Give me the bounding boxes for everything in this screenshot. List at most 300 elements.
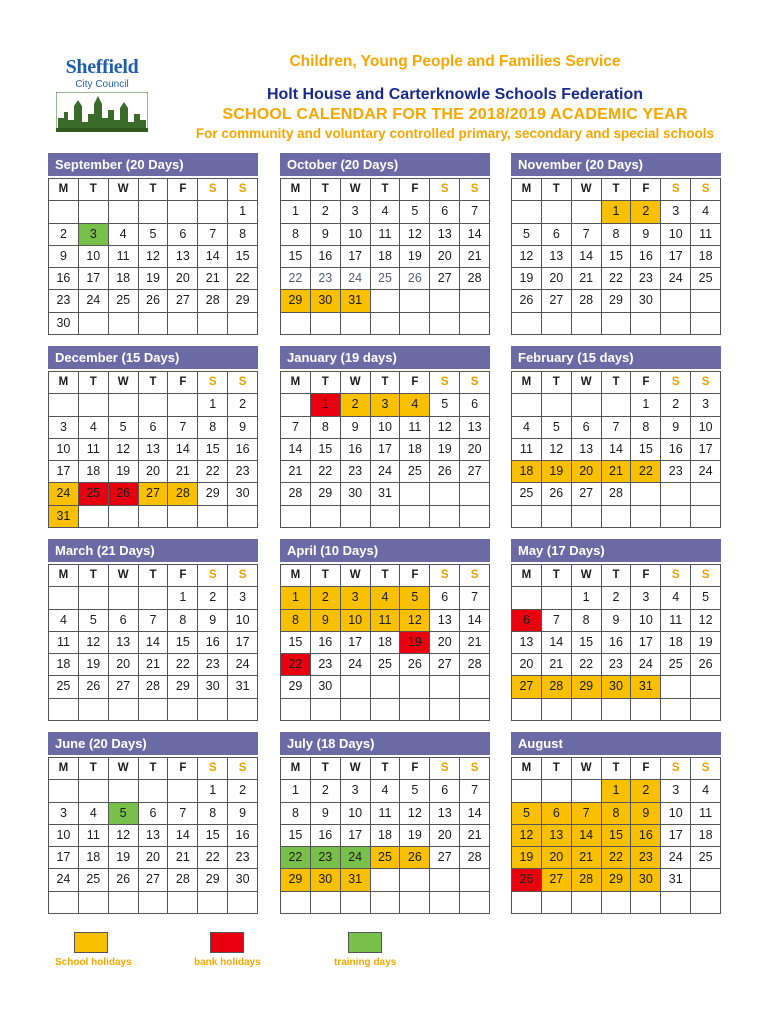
weekday-label: S xyxy=(460,179,490,201)
day-cell: 11 xyxy=(512,439,542,461)
empty-day-cell xyxy=(460,699,490,721)
weekday-label: M xyxy=(512,372,542,394)
day-cell: 20 xyxy=(512,654,542,676)
day-cell: 13 xyxy=(168,246,198,268)
day-cell: 5 xyxy=(512,803,542,825)
empty-day-cell xyxy=(168,313,198,335)
day-cell: 10 xyxy=(661,803,691,825)
day-cell: 17 xyxy=(691,439,721,461)
weekday-label: S xyxy=(460,758,490,780)
day-cell: 17 xyxy=(371,439,401,461)
empty-day-cell xyxy=(400,313,430,335)
empty-day-cell xyxy=(430,313,460,335)
empty-day-cell xyxy=(572,201,602,223)
weekday-label: W xyxy=(572,372,602,394)
day-cell: 10 xyxy=(691,417,721,439)
week-row xyxy=(49,587,258,609)
day-cell: 5 xyxy=(79,610,109,632)
empty-day-cell xyxy=(281,699,311,721)
day-cell: 29 xyxy=(168,676,198,698)
week-row xyxy=(281,610,490,632)
day-cell: 14 xyxy=(602,439,632,461)
weekday-header-row xyxy=(49,758,258,780)
week-row xyxy=(281,483,490,505)
weekday-label: F xyxy=(631,372,661,394)
day-cell: 17 xyxy=(661,246,691,268)
day-cell: 1 xyxy=(602,201,632,223)
week-row xyxy=(49,290,258,312)
day-cell: 11 xyxy=(691,803,721,825)
day-cell: 25 xyxy=(109,290,139,312)
day-cell: 24 xyxy=(341,847,371,869)
month-grid xyxy=(511,757,721,914)
day-cell: 9 xyxy=(311,610,341,632)
weekday-header-row xyxy=(512,565,721,587)
day-cell: 12 xyxy=(400,610,430,632)
day-cell: 26 xyxy=(79,676,109,698)
empty-day-cell xyxy=(691,699,721,721)
day-cell: 29 xyxy=(602,290,632,312)
day-cell: 19 xyxy=(139,268,169,290)
week-row xyxy=(281,201,490,223)
day-cell: 25 xyxy=(79,869,109,891)
day-cell: 19 xyxy=(400,246,430,268)
day-cell: 4 xyxy=(371,780,401,802)
day-cell: 24 xyxy=(79,290,109,312)
day-cell: 2 xyxy=(311,201,341,223)
month-grid xyxy=(48,371,258,528)
day-cell: 5 xyxy=(430,394,460,416)
day-cell: 19 xyxy=(109,461,139,483)
week-row xyxy=(281,268,490,290)
day-cell: 21 xyxy=(460,825,490,847)
weekday-label: T xyxy=(79,179,109,201)
weekday-header-row xyxy=(281,179,490,201)
day-cell: 29 xyxy=(281,290,311,312)
month-calendar xyxy=(48,732,258,914)
day-cell: 12 xyxy=(512,246,542,268)
day-cell: 1 xyxy=(281,780,311,802)
day-cell: 18 xyxy=(79,847,109,869)
empty-day-cell xyxy=(430,290,460,312)
day-cell: 23 xyxy=(228,847,258,869)
empty-day-cell xyxy=(512,201,542,223)
empty-day-cell xyxy=(198,699,228,721)
day-cell: 15 xyxy=(602,246,632,268)
day-cell: 27 xyxy=(430,847,460,869)
empty-day-cell xyxy=(572,780,602,802)
day-cell: 30 xyxy=(341,483,371,505)
weekday-label: W xyxy=(109,372,139,394)
weekday-label: S xyxy=(228,565,258,587)
day-cell: 24 xyxy=(371,461,401,483)
day-cell: 11 xyxy=(79,439,109,461)
empty-day-cell xyxy=(661,483,691,505)
day-cell: 11 xyxy=(79,825,109,847)
day-cell: 19 xyxy=(542,461,572,483)
empty-day-cell xyxy=(631,699,661,721)
legend-label-bank-holidays: bank holidays xyxy=(194,957,261,968)
weekday-label: W xyxy=(109,179,139,201)
month-grid xyxy=(511,371,721,528)
empty-day-cell xyxy=(602,394,632,416)
empty-day-cell xyxy=(460,483,490,505)
day-cell: 23 xyxy=(311,268,341,290)
day-cell: 5 xyxy=(691,587,721,609)
day-cell: 23 xyxy=(341,461,371,483)
day-cell: 4 xyxy=(691,780,721,802)
day-cell: 2 xyxy=(228,780,258,802)
day-cell: 21 xyxy=(168,847,198,869)
weekday-label: T xyxy=(79,565,109,587)
weekday-header-row xyxy=(49,179,258,201)
weekday-label: F xyxy=(400,179,430,201)
empty-day-cell xyxy=(430,506,460,528)
empty-day-cell xyxy=(572,394,602,416)
day-cell: 2 xyxy=(341,394,371,416)
day-cell: 9 xyxy=(198,610,228,632)
day-cell: 6 xyxy=(168,224,198,246)
day-cell: 26 xyxy=(400,654,430,676)
day-cell: 6 xyxy=(430,587,460,609)
weekday-label: M xyxy=(49,372,79,394)
day-cell: 27 xyxy=(139,869,169,891)
day-cell: 1 xyxy=(281,587,311,609)
weekday-label: M xyxy=(49,565,79,587)
day-cell: 29 xyxy=(228,290,258,312)
day-cell: 31 xyxy=(228,676,258,698)
weekday-label: F xyxy=(400,565,430,587)
weekday-header-row xyxy=(49,372,258,394)
service-heading: Children, Young People and Families Service xyxy=(289,53,621,70)
empty-day-cell xyxy=(109,313,139,335)
day-cell: 16 xyxy=(311,246,341,268)
day-cell: 8 xyxy=(228,224,258,246)
empty-day-cell xyxy=(228,699,258,721)
day-cell: 13 xyxy=(430,224,460,246)
weekday-label: T xyxy=(602,372,632,394)
weekday-label: S xyxy=(430,565,460,587)
day-cell: 14 xyxy=(572,246,602,268)
day-cell: 19 xyxy=(400,632,430,654)
day-cell: 4 xyxy=(109,224,139,246)
day-cell: 30 xyxy=(311,869,341,891)
day-cell: 26 xyxy=(512,290,542,312)
day-cell: 3 xyxy=(341,201,371,223)
day-cell: 8 xyxy=(198,417,228,439)
week-row xyxy=(49,417,258,439)
day-cell: 26 xyxy=(109,869,139,891)
day-cell: 15 xyxy=(311,439,341,461)
day-cell: 31 xyxy=(341,869,371,891)
empty-day-cell xyxy=(139,699,169,721)
city-skyline-icon xyxy=(56,92,148,132)
day-cell: 13 xyxy=(542,246,572,268)
weekday-label: F xyxy=(168,758,198,780)
day-cell: 30 xyxy=(631,290,661,312)
day-cell: 25 xyxy=(512,483,542,505)
day-cell: 29 xyxy=(602,869,632,891)
empty-day-cell xyxy=(371,506,401,528)
day-cell: 23 xyxy=(311,654,341,676)
day-cell: 28 xyxy=(602,483,632,505)
weekday-label: W xyxy=(572,565,602,587)
day-cell: 27 xyxy=(460,461,490,483)
day-cell: 17 xyxy=(341,246,371,268)
day-cell: 13 xyxy=(139,825,169,847)
day-cell: 8 xyxy=(281,803,311,825)
day-cell: 29 xyxy=(572,676,602,698)
day-cell: 23 xyxy=(631,847,661,869)
empty-day-cell xyxy=(460,869,490,891)
month-calendar xyxy=(511,732,721,914)
day-cell: 18 xyxy=(371,825,401,847)
empty-day-cell xyxy=(542,587,572,609)
day-cell: 23 xyxy=(198,654,228,676)
day-cell: 27 xyxy=(512,676,542,698)
week-row xyxy=(512,676,721,698)
day-cell: 12 xyxy=(139,246,169,268)
day-cell: 21 xyxy=(168,461,198,483)
weekday-header-row xyxy=(512,179,721,201)
day-cell: 4 xyxy=(691,201,721,223)
empty-day-cell xyxy=(109,394,139,416)
day-cell: 28 xyxy=(198,290,228,312)
empty-day-cell xyxy=(311,892,341,914)
day-cell: 27 xyxy=(572,483,602,505)
day-cell: 31 xyxy=(661,869,691,891)
day-cell: 18 xyxy=(371,632,401,654)
empty-day-cell xyxy=(400,869,430,891)
month-title: April (10 Days) xyxy=(280,539,490,562)
empty-day-cell xyxy=(228,892,258,914)
day-cell: 1 xyxy=(168,587,198,609)
week-row xyxy=(512,483,721,505)
empty-day-cell xyxy=(460,290,490,312)
day-cell: 12 xyxy=(400,224,430,246)
day-cell: 18 xyxy=(691,246,721,268)
day-cell: 21 xyxy=(460,632,490,654)
empty-day-cell xyxy=(49,587,79,609)
week-row xyxy=(281,632,490,654)
day-cell: 28 xyxy=(542,676,572,698)
day-cell: 9 xyxy=(661,417,691,439)
empty-day-cell xyxy=(371,313,401,335)
week-row xyxy=(512,847,721,869)
day-cell: 14 xyxy=(460,224,490,246)
week-row xyxy=(49,780,258,802)
empty-day-cell xyxy=(691,313,721,335)
day-cell: 27 xyxy=(109,676,139,698)
week-row xyxy=(49,439,258,461)
empty-day-cell xyxy=(460,313,490,335)
day-cell: 24 xyxy=(228,654,258,676)
weekday-label: S xyxy=(691,565,721,587)
empty-day-cell xyxy=(79,506,109,528)
month-calendar xyxy=(280,153,490,335)
day-cell: 22 xyxy=(198,461,228,483)
weekday-label: T xyxy=(542,179,572,201)
month-calendar xyxy=(511,153,721,335)
day-cell: 9 xyxy=(341,417,371,439)
day-cell: 18 xyxy=(400,439,430,461)
empty-day-cell xyxy=(198,506,228,528)
day-cell: 6 xyxy=(139,803,169,825)
empty-day-cell xyxy=(49,394,79,416)
empty-day-cell xyxy=(572,313,602,335)
month-calendar xyxy=(48,346,258,528)
day-cell: 19 xyxy=(430,439,460,461)
weekday-header-row xyxy=(281,758,490,780)
empty-day-cell xyxy=(281,892,311,914)
month-grid xyxy=(280,371,490,528)
day-cell: 2 xyxy=(228,394,258,416)
day-cell: 4 xyxy=(400,394,430,416)
logo-subtitle: City Council xyxy=(75,79,129,90)
week-row xyxy=(512,417,721,439)
day-cell: 25 xyxy=(371,847,401,869)
weekday-header-row xyxy=(49,565,258,587)
month-grid xyxy=(280,757,490,914)
empty-day-cell xyxy=(109,506,139,528)
day-cell: 5 xyxy=(109,417,139,439)
month-calendar xyxy=(511,346,721,528)
day-cell: 31 xyxy=(371,483,401,505)
empty-day-cell xyxy=(79,699,109,721)
month-calendar xyxy=(280,732,490,914)
day-cell: 29 xyxy=(281,869,311,891)
week-row xyxy=(281,417,490,439)
day-cell: 9 xyxy=(228,803,258,825)
legend-swatch-bank-holidays xyxy=(210,932,244,953)
week-row xyxy=(49,803,258,825)
day-cell: 5 xyxy=(139,224,169,246)
month-grid xyxy=(48,178,258,335)
day-cell: 17 xyxy=(341,632,371,654)
empty-day-cell xyxy=(79,313,109,335)
weekday-label: T xyxy=(542,758,572,780)
weekday-label: W xyxy=(341,565,371,587)
week-row xyxy=(512,654,721,676)
empty-day-cell xyxy=(168,394,198,416)
day-cell: 7 xyxy=(168,803,198,825)
empty-day-cell xyxy=(139,201,169,223)
day-cell: 4 xyxy=(371,587,401,609)
day-cell: 1 xyxy=(198,394,228,416)
day-cell: 3 xyxy=(341,780,371,802)
empty-day-cell xyxy=(228,506,258,528)
weekday-label: S xyxy=(228,758,258,780)
day-cell: 12 xyxy=(512,825,542,847)
weekday-label: W xyxy=(341,179,371,201)
day-cell: 26 xyxy=(109,483,139,505)
empty-day-cell xyxy=(281,394,311,416)
weekday-label: T xyxy=(371,565,401,587)
day-cell: 22 xyxy=(602,847,632,869)
empty-day-cell xyxy=(311,313,341,335)
day-cell: 27 xyxy=(542,869,572,891)
day-cell: 12 xyxy=(542,439,572,461)
weekday-label: S xyxy=(661,179,691,201)
empty-day-cell xyxy=(661,892,691,914)
day-cell: 9 xyxy=(228,417,258,439)
weekday-label: S xyxy=(228,179,258,201)
week-row xyxy=(281,803,490,825)
weekday-label: M xyxy=(281,565,311,587)
empty-day-cell xyxy=(341,892,371,914)
day-cell: 14 xyxy=(281,439,311,461)
day-cell: 25 xyxy=(371,654,401,676)
day-cell: 28 xyxy=(139,676,169,698)
week-row xyxy=(281,699,490,721)
day-cell: 30 xyxy=(602,676,632,698)
day-cell: 27 xyxy=(139,483,169,505)
week-row xyxy=(49,246,258,268)
weekday-label: S xyxy=(430,758,460,780)
day-cell: 4 xyxy=(512,417,542,439)
empty-day-cell xyxy=(661,699,691,721)
day-cell: 15 xyxy=(281,246,311,268)
empty-day-cell xyxy=(49,780,79,802)
weekday-label: W xyxy=(341,372,371,394)
empty-day-cell xyxy=(109,587,139,609)
day-cell: 7 xyxy=(198,224,228,246)
day-cell: 20 xyxy=(542,268,572,290)
day-cell: 13 xyxy=(572,439,602,461)
empty-day-cell xyxy=(341,313,371,335)
weekday-label: T xyxy=(311,372,341,394)
day-cell: 21 xyxy=(198,268,228,290)
day-cell: 20 xyxy=(542,847,572,869)
logo-name: Sheffield xyxy=(65,56,139,78)
day-cell: 7 xyxy=(168,417,198,439)
weekday-label: T xyxy=(602,758,632,780)
day-cell: 9 xyxy=(631,803,661,825)
empty-day-cell xyxy=(139,780,169,802)
empty-day-cell xyxy=(139,313,169,335)
day-cell: 5 xyxy=(542,417,572,439)
week-row xyxy=(512,610,721,632)
empty-day-cell xyxy=(542,506,572,528)
day-cell: 1 xyxy=(281,201,311,223)
sheffield-logo xyxy=(52,56,152,132)
month-title: May (17 Days) xyxy=(511,539,721,562)
empty-day-cell xyxy=(460,676,490,698)
day-cell: 24 xyxy=(341,268,371,290)
weekday-label: S xyxy=(661,372,691,394)
day-cell: 7 xyxy=(281,417,311,439)
day-cell: 10 xyxy=(79,246,109,268)
day-cell: 7 xyxy=(139,610,169,632)
empty-day-cell xyxy=(198,892,228,914)
day-cell: 25 xyxy=(49,676,79,698)
empty-day-cell xyxy=(109,892,139,914)
weekday-header-row xyxy=(281,372,490,394)
day-cell: 3 xyxy=(691,394,721,416)
day-cell: 20 xyxy=(460,439,490,461)
day-cell: 28 xyxy=(168,483,198,505)
day-cell: 24 xyxy=(691,461,721,483)
day-cell: 28 xyxy=(460,847,490,869)
empty-day-cell xyxy=(512,394,542,416)
empty-day-cell xyxy=(512,892,542,914)
empty-day-cell xyxy=(430,892,460,914)
day-cell: 15 xyxy=(631,439,661,461)
empty-day-cell xyxy=(631,483,661,505)
day-cell: 17 xyxy=(661,825,691,847)
week-row xyxy=(281,780,490,802)
day-cell: 18 xyxy=(691,825,721,847)
